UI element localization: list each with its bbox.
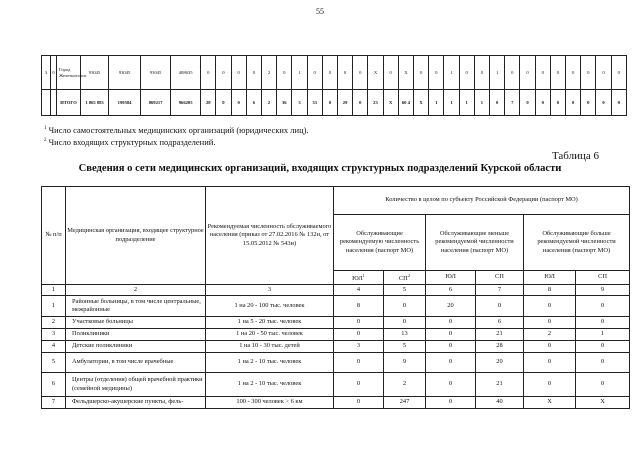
cell: 0: [413, 56, 428, 90]
norm-value: 1 на 2 - 10 тыс. человек: [206, 373, 334, 397]
cell: 0: [353, 90, 368, 116]
cell: 0: [550, 90, 565, 116]
cell: 0: [426, 373, 476, 397]
column-number-row: [42, 285, 630, 296]
cell: 0: [216, 56, 231, 90]
col-number: 2: [66, 285, 206, 296]
col-number: 9: [576, 285, 630, 296]
norm-value: 1 на 10 - 30 тыс. детей: [206, 341, 334, 353]
cell: X: [398, 56, 413, 90]
cell: 0: [524, 317, 576, 329]
header-num: № п/п: [42, 187, 66, 285]
norm-value: 1 на 2 - 10 тыс. человек: [206, 353, 334, 373]
col-number: 1: [42, 285, 66, 296]
cell: 0: [576, 296, 630, 317]
cell: X: [524, 397, 576, 409]
table-row: [42, 397, 630, 409]
footnote: [44, 137, 215, 147]
cell: 0: [550, 56, 565, 90]
cell: 966205: [171, 90, 201, 116]
col-number: 3: [206, 285, 334, 296]
cell: 1: [292, 56, 307, 90]
header-norm: Рекомендуемая численность обслуживаемого населения (приказ от 27.02.2016 № 132н, от 15.05.2012 № 543н): [206, 187, 334, 285]
cell: 20: [426, 296, 476, 317]
org-name: Поликлиники: [66, 329, 206, 341]
footnote-text: Число входящих структурных подразделений.: [48, 137, 216, 147]
cell: 3: [292, 90, 307, 116]
cell: 0: [581, 90, 596, 116]
cell: X: [413, 90, 428, 116]
table-title: Сведения о сети медицинских организаций, входящих структурных подразделений Курской области: [78, 163, 562, 174]
cell: 0: [520, 90, 535, 116]
header-total: Количество в целом по субъекту Российской Федерации (паспорт МО): [334, 187, 630, 215]
cell: 1: [474, 90, 489, 116]
cell: X: [576, 397, 630, 409]
cell: 7: [505, 90, 520, 116]
cell: 5: [384, 341, 426, 353]
norm-value: 1 на 5 - 20 тыс. человек: [206, 317, 334, 329]
header-group-a: Обслуживающие рекомендуемую численность населения (паспорт МО): [334, 215, 426, 271]
cell: 0: [426, 329, 476, 341]
cell: 3: [334, 341, 384, 353]
org-name: Амбулатории, в том числе врачебные: [66, 353, 206, 373]
cell: 0: [596, 90, 611, 116]
col-number: 5: [384, 285, 426, 296]
cell: 1: [459, 90, 474, 116]
cell: 0: [490, 90, 505, 116]
cell: 0: [611, 56, 626, 90]
table-row: [42, 373, 630, 397]
cell: 0: [334, 329, 384, 341]
row-label: ИТОГО: [57, 90, 81, 116]
cell: 0: [216, 90, 231, 116]
cell: 0: [535, 90, 550, 116]
cell: 0: [576, 353, 630, 373]
header-sp: СП: [476, 271, 524, 285]
cell: 0: [322, 56, 337, 90]
footnote: [44, 125, 309, 135]
cell: 60 4: [398, 90, 413, 116]
cell: 0: [334, 317, 384, 329]
cell: 20: [476, 353, 524, 373]
table-label: Таблица 6: [551, 150, 599, 162]
col-number: 7: [476, 285, 524, 296]
cell: 0: [383, 56, 398, 90]
cell: [42, 90, 51, 116]
cell: 247: [384, 397, 426, 409]
cell: 2: [261, 56, 276, 90]
org-name: Детские поликлиники: [66, 341, 206, 353]
header-yul: [334, 271, 384, 285]
cell: 0: [566, 90, 581, 116]
cell: 2: [524, 329, 576, 341]
cell: 36: [277, 90, 292, 116]
cell: 408635: [171, 56, 201, 90]
cell: 8: [334, 296, 384, 317]
cell: 0: [322, 90, 337, 116]
cell: 93045: [109, 56, 141, 90]
cell: 1: [490, 56, 505, 90]
cell: 0: [384, 317, 426, 329]
cell: 199584: [109, 90, 141, 116]
col-number: 6: [426, 285, 476, 296]
row-number: 7: [42, 397, 66, 409]
col-number: 4: [334, 285, 384, 296]
cell: 1 065 883: [81, 90, 109, 116]
header-yul: ЮЛ: [524, 271, 576, 285]
cell: 0: [596, 56, 611, 90]
table-row: [42, 317, 630, 329]
cell: 9: [384, 353, 426, 373]
cell: 0: [476, 296, 524, 317]
cell: 0: [246, 56, 261, 90]
norm-value: 1 на 20 - 50 тыс. человек: [206, 329, 334, 341]
cell: X: [383, 90, 398, 116]
cell: 0: [201, 56, 216, 90]
row-number: 3: [42, 329, 66, 341]
cell: 0: [524, 373, 576, 397]
footnote-mark: 1: [44, 126, 47, 132]
cell: 0: [334, 353, 384, 373]
cell: 6: [476, 317, 524, 329]
cell: 28: [201, 90, 216, 116]
cell: 0: [524, 353, 576, 373]
cell: 0: [611, 90, 626, 116]
cell: 0: [384, 296, 426, 317]
table-row: [42, 353, 630, 373]
header-yul: ЮЛ: [426, 271, 476, 285]
cell: 0: [535, 56, 550, 90]
cell: 869217: [141, 90, 171, 116]
row-label: Город Железногорск: [57, 56, 81, 90]
norm-value: 1 на 20 - 100 тыс. человек: [206, 296, 334, 317]
cell: 0: [51, 56, 57, 90]
cell: 0: [231, 90, 246, 116]
cell: 2: [384, 373, 426, 397]
cell: 1: [429, 90, 444, 116]
footnote-text: Число самостоятельных медицинских организаций (юридических лиц).: [48, 125, 309, 135]
row-number: 6: [42, 373, 66, 397]
table-row: [42, 341, 630, 353]
cell: 0: [353, 56, 368, 90]
cell: 0: [524, 341, 576, 353]
header-yul-mark: 1: [362, 272, 365, 278]
header-sp: СП: [576, 271, 630, 285]
cell: 0: [581, 56, 596, 90]
cell: 6: [246, 90, 261, 116]
cell: 0: [277, 56, 292, 90]
cell: 0: [459, 56, 474, 90]
cell: 40: [476, 397, 524, 409]
table-row: [42, 296, 630, 317]
cell: 0: [334, 373, 384, 397]
cell: 0: [307, 56, 322, 90]
header-org: Медицинская организация, входящее структурное подразделение: [66, 187, 206, 285]
header-yul-label: ЮЛ: [352, 274, 363, 282]
col-number: 8: [524, 285, 576, 296]
org-name: Фельдшерско-акушерские пункты, фель-: [66, 397, 206, 409]
cell: 21: [476, 329, 524, 341]
table-row-total: [42, 90, 627, 116]
table-row: [42, 56, 627, 90]
footnote-mark: 2: [44, 138, 47, 144]
cell: 0: [426, 341, 476, 353]
row-number: 1: [42, 296, 66, 317]
cell: 0: [337, 56, 352, 90]
cell: 13: [384, 329, 426, 341]
cell: 93045: [81, 56, 109, 90]
cell: 0: [566, 56, 581, 90]
header-sp: [384, 271, 426, 285]
cell: 23: [368, 90, 383, 116]
cell: 0: [426, 397, 476, 409]
cell: 1: [444, 90, 459, 116]
norm-value: 100 - 300 человек > 6 км: [206, 397, 334, 409]
cell: 0: [576, 317, 630, 329]
page-number: 55: [316, 7, 324, 16]
cell: 1: [444, 56, 459, 90]
cell: 28: [476, 341, 524, 353]
row-number: 5: [42, 353, 66, 373]
header-group-b: Обслуживающие меньше рекомендуемой численности населения (паспорт МО): [426, 215, 524, 271]
header-group-c: Обслуживающие больше рекомендуемой численности населения (паспорт МО): [524, 215, 630, 271]
org-name: Районные больницы, в том числе центральные, межрайонные: [66, 296, 206, 317]
cell: 1: [576, 329, 630, 341]
table-row: [42, 329, 630, 341]
row-number: 2: [42, 317, 66, 329]
org-name: Центры (отделения) общей врачебной практики (семейной медицины): [66, 373, 206, 397]
cell: X: [368, 56, 383, 90]
header-sp-mark: 2: [407, 272, 411, 278]
org-name: Участковые больницы: [66, 317, 206, 329]
cell: 93045: [141, 56, 171, 90]
main-table: [41, 186, 630, 409]
cell: 0: [524, 296, 576, 317]
cell: 0: [505, 56, 520, 90]
cell: 2: [261, 90, 276, 116]
cell: 0: [231, 56, 246, 90]
cell: 0: [576, 341, 630, 353]
header-sp-label: СП: [398, 274, 408, 282]
cell: 0: [426, 317, 476, 329]
cell: 29: [337, 90, 352, 116]
cell: 21: [476, 373, 524, 397]
cell: 0: [576, 373, 630, 397]
cell: 3: [42, 56, 51, 90]
cell: 0: [474, 56, 489, 90]
row-number: 4: [42, 341, 66, 353]
top-table: [41, 55, 627, 116]
cell: 0: [429, 56, 444, 90]
cell: 0: [334, 397, 384, 409]
cell: 0: [426, 353, 476, 373]
cell: 33: [307, 90, 322, 116]
cell: 0: [520, 56, 535, 90]
